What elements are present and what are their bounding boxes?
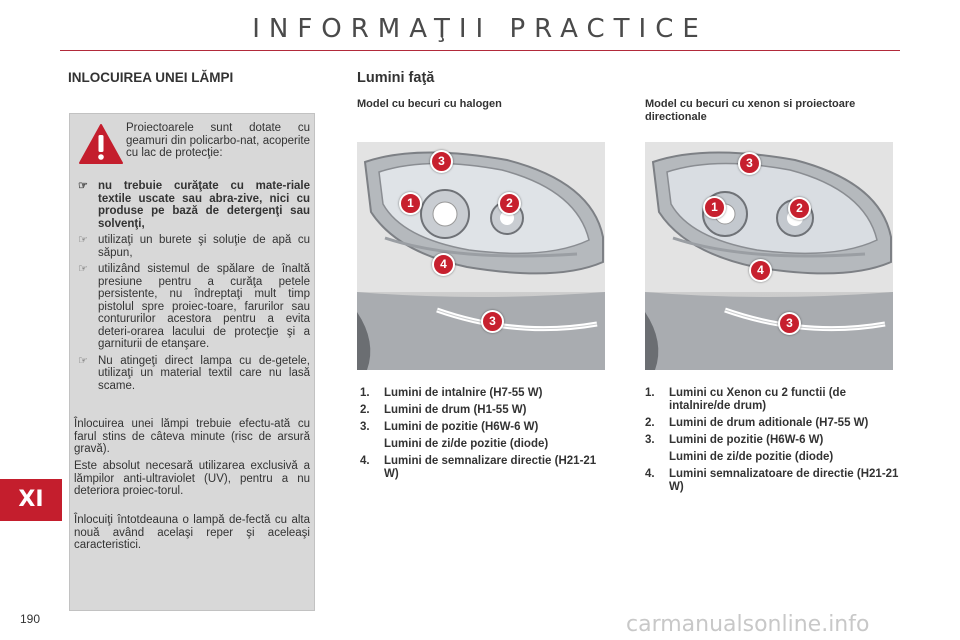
xenon-headlamp-photo (645, 142, 893, 370)
page-header-title: INFORMAŢII PRACTICE (252, 14, 708, 44)
lamp-list-item: Lumini de zi/de pozitie (diode) (384, 438, 549, 450)
warning-item: ☞ utilizând sistemul de spălare de înaltă presiune pentru a curăţa petele persistente, nu îndreptaţi mult timp pistolul spre proiec-toare, farurilor sau contururilor acestora pentru a evita deteri-orarea lacului de protecţie şi a garniturii de etanşare. (78, 263, 310, 350)
lamp-list-item: 4. Lumini semnalizatoare de directie (H21-21 W) (645, 468, 899, 493)
halogen-headlamp-photo (357, 142, 605, 370)
chapter-tab: XI (0, 479, 62, 521)
page-number: 190 (20, 612, 41, 626)
callout-marker: 2 (498, 192, 521, 215)
callout-marker: 3 (430, 150, 453, 173)
lamp-list-item: 2. Lumini de drum (H1-55 W) (360, 404, 527, 416)
lamp-list-item: 3. Lumini de pozitie (H6W-6 W) (645, 434, 824, 446)
halogen-lamp-list (360, 387, 610, 485)
lamp-list-item: 1. Lumini cu Xenon cu 2 functii (de intalnire/de drum) (645, 387, 846, 412)
warning-paragraph: Înlocuiţi întotdeauna o lampă de-fectă cu alta nouă având acelaşi reper şi aceleaşi caracteristici. (74, 514, 310, 551)
section-title: INLOCUIREA UNEI LĂMPI (68, 70, 234, 85)
halogen-model-title: Model cu becuri cu halogen (357, 98, 502, 110)
xenon-model-title: Model cu becuri cu xenon si proiectoare directionale (645, 98, 856, 123)
front-lights-title: Lumini faţă (357, 70, 435, 86)
hand-pointer-icon: ☞ (78, 180, 88, 192)
hand-pointer-icon: ☞ (78, 263, 88, 275)
hand-pointer-icon: ☞ (78, 234, 88, 246)
header-divider (60, 50, 900, 51)
lamp-list-item: 3. Lumini de pozitie (H6W-6 W) (360, 421, 539, 433)
warning-item: ☞ nu trebuie curăţate cu mate-riale textile uscate sau abra-zive, nici cu produse pe bază de detergenţi sau solvenţi, (78, 180, 310, 230)
callout-marker: 2 (788, 197, 811, 220)
hand-pointer-icon: ☞ (78, 354, 88, 367)
warning-item: ☞ Nu atingeţi direct lampa cu de-getele, utilizaţi un material textil care nu lasă scame. (78, 354, 310, 392)
lamp-list-item: Lumini de zi/de pozitie (diode) (669, 451, 834, 463)
warning-intro: Proiectoarele sunt dotate cu geamuri din policarbo-nat, acoperite cu lac de protecţie: (126, 122, 310, 159)
callout-marker: 3 (778, 312, 801, 335)
lamp-list-item: 4. Lumini de semnalizare directie (H21-21 W) (360, 455, 597, 480)
lamp-list-item: 1. Lumini de intalnire (H7-55 W) (360, 387, 543, 399)
callout-marker: 4 (749, 259, 772, 282)
warning-paragraph: Este absolut necesară utilizarea exclusivă a lămpilor anti-ultraviolet (UV), pentru a nu deteriora proiec-torul. (74, 460, 310, 497)
headlamp-illustration (645, 142, 893, 370)
callout-marker: 3 (481, 310, 504, 333)
xenon-lamp-list (645, 387, 900, 498)
warning-panel (69, 113, 315, 611)
warning-paragraph: Înlocuirea unei lămpi trebuie efectu-ată cu farul stins de câteva minute (risc de arsură gravă). (74, 418, 310, 455)
warning-item: ☞ utilizaţi un burete şi soluţie de apă cu săpun, (78, 234, 310, 259)
callout-marker: 1 (399, 192, 422, 215)
warning-triangle-icon (78, 123, 124, 165)
lamp-list-item: 2. Lumini de drum aditionale (H7-55 W) (645, 417, 869, 429)
callout-marker: 1 (703, 196, 726, 219)
callout-marker: 3 (738, 152, 761, 175)
headlamp-illustration (357, 142, 605, 370)
warning-list (76, 180, 310, 396)
watermark: carmanualsonline.info (626, 612, 870, 637)
callout-marker: 4 (432, 253, 455, 276)
